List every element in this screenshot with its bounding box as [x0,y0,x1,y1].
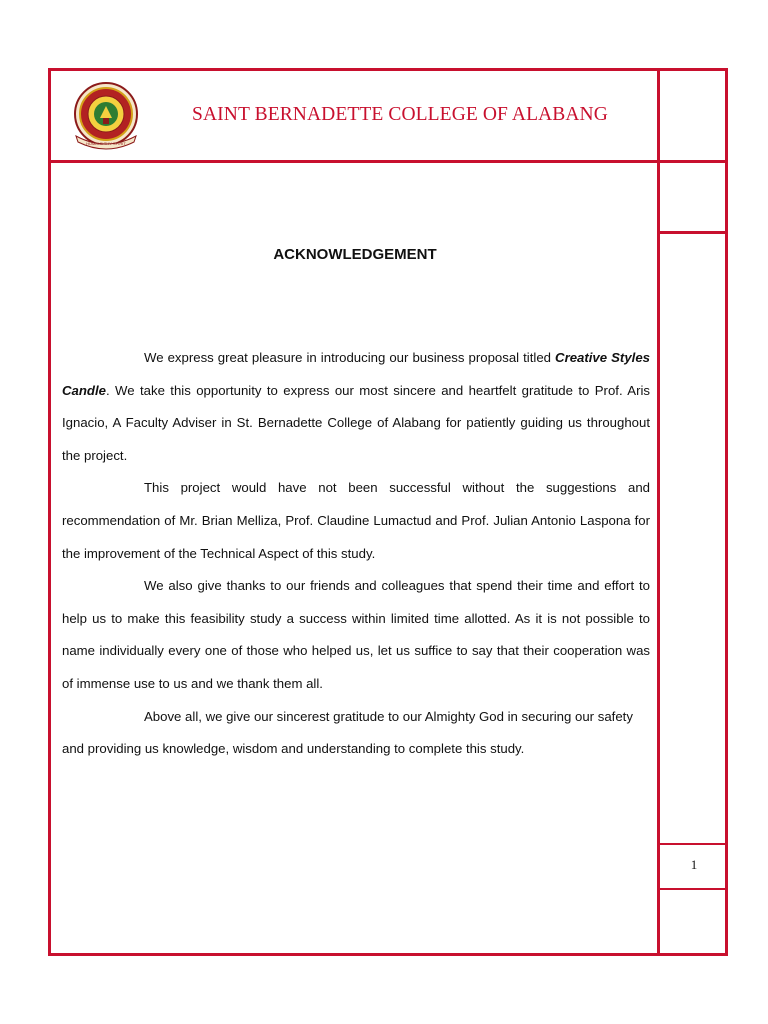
margin-box-divider [657,231,728,234]
paragraph: We also give thanks to our friends and colleagues that spend their time and effort to help us to make this feasibility study a success within limited time allotted. As it is not possible to name individually every one of those who helped us, let us suffice to say that their cooperation was of immense use to us and we thank them all. [62,578,650,691]
header-divider [48,160,728,163]
svg-text:HUMBLE THY SPIRIT: HUMBLE THY SPIRIT [86,141,126,146]
college-name: SAINT BERNADETTE COLLEGE OF ALABANG [192,104,608,125]
margin-box-divider [657,888,728,890]
proposal-title: Creative Styles Candle [62,350,650,398]
paragraph: Above all, we give our sincerest gratitude to our Almighty God in securing our safety and providing us knowledge, wisdom and understanding to complete this study. [62,708,633,757]
margin-column-divider [657,68,660,956]
paragraph: We express great pleasure in introducing our business proposal titled Creative Styles Candle. We take this opportunity to express our most sincere and heartfelt gratitude to Prof. Aris Ignacio, A Faculty Adviser in St. Bernadette College of Alabang for patiently guiding us throughout the project. [62,350,650,463]
margin-box-divider [657,843,728,845]
page-number: 1 [690,857,698,872]
paragraph: This project would have not been successful without the suggestions and recommendation of Mr. Brian Melliza, Prof. Claudine Lumactud and Prof. Julian Antonio Laspona for the improvement of the Technical Aspect of this study. [62,480,650,561]
college-seal-logo [68,80,144,156]
document-body [62,342,650,766]
document-title: ACKNOWLEDGEMENT [273,246,437,263]
